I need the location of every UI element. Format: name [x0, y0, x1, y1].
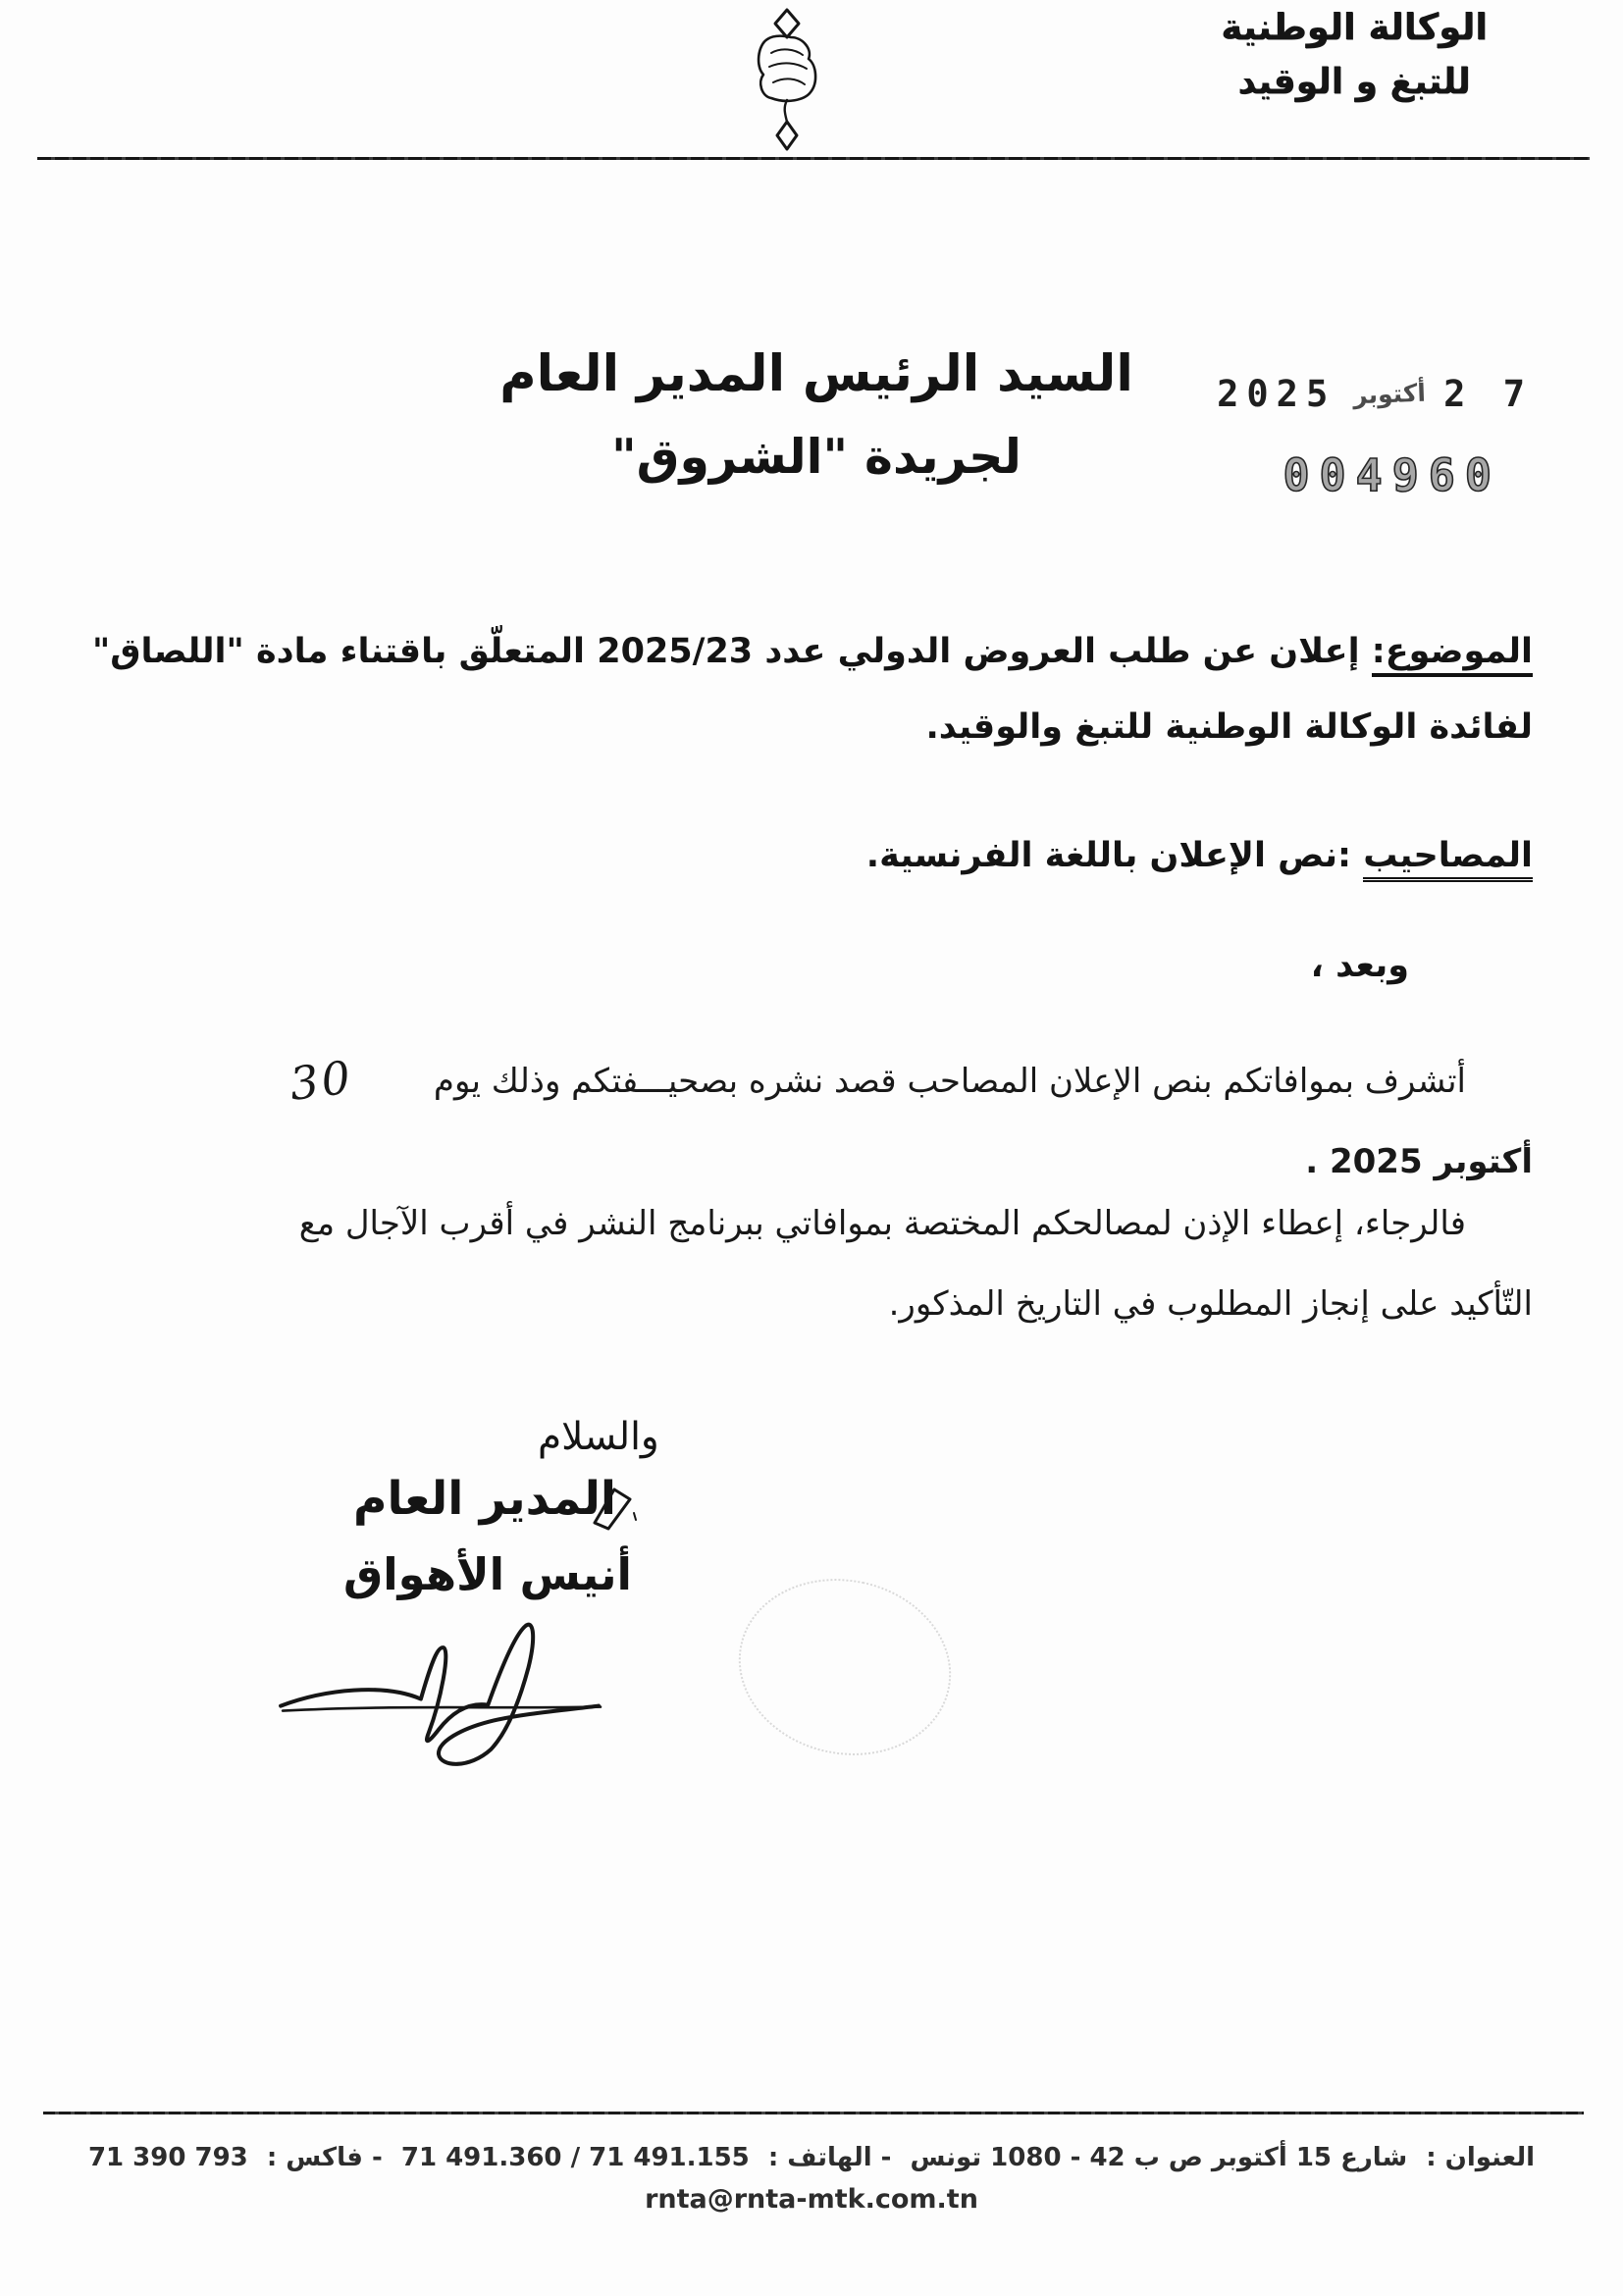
- agency-emblem-icon: [738, 6, 836, 153]
- paraph-mark-icon: [585, 1482, 642, 1539]
- subject-paragraph: [90, 614, 1533, 765]
- subject-line2: لفائدة الوكالة الوطنية للتبغ والوقيد.: [925, 707, 1533, 747]
- agency-name-line2: للتبغ و الوقيد: [1237, 62, 1471, 102]
- date-stamp-day: 2 7: [1443, 373, 1533, 415]
- footer-fax-number: 71 390 793: [87, 2143, 248, 2172]
- recipient-block: [321, 345, 1312, 485]
- date-stamp-year: 2025: [1217, 373, 1336, 415]
- body-paragraph-1: [90, 1036, 1533, 1202]
- recipient-line1: السيد الرئيس المدير العام: [499, 345, 1133, 403]
- footer-contact-line: [39, 2143, 1584, 2172]
- closing-title: المدير العام: [353, 1472, 617, 1526]
- footer-address-label: العنوان :: [1426, 2143, 1536, 2172]
- subject-line1: إعلان عن طلب العروض الدولي عدد 2025/23 المتعلّق باقتناء مادة "اللصاق": [91, 632, 1372, 671]
- agency-name-line1: الوكالة الوطنية: [1221, 6, 1488, 48]
- faint-round-stamp: [722, 1559, 968, 1774]
- body-para2-line2: التّأكيد على إنجاز المطلوب في التاريخ المذكور.: [888, 1284, 1533, 1324]
- handwritten-day: 30: [287, 1050, 357, 1111]
- attachments-line: [866, 836, 1533, 875]
- attachments-text: :نص الإعلان باللغة الفرنسية.: [865, 836, 1364, 875]
- body-para1-line1: أتشرف بموافاتكم بنص الإعلان المصاحب قصد نشره بصحيـــفتكم وذلك يوم: [433, 1062, 1466, 1101]
- closing-farewell: والسلام: [538, 1415, 659, 1459]
- reference-number-stamp: 004960: [1283, 449, 1501, 501]
- footer-phone-numbers: 71 491.360 / 71 491.155: [400, 2143, 750, 2172]
- handwritten-signature: [271, 1609, 606, 1774]
- footer-fax-label: - فاكس :: [266, 2143, 383, 2172]
- footer-email: rnta@rnta-mtk.com.tn: [645, 2184, 978, 2215]
- body-paragraph-2: [90, 1183, 1533, 1344]
- attachments-label: المصاحيب: [1363, 836, 1533, 882]
- body-para1-line2: أكتوبر 2025 .: [1305, 1142, 1533, 1181]
- footer-address: شارع 15 أكتوبر ص ب 42 - 1080 تونس: [910, 2143, 1408, 2172]
- salutation: وبعد ،: [1310, 946, 1409, 985]
- agency-name: [1187, 6, 1521, 102]
- header-divider: [37, 157, 1590, 160]
- closing-signatory-name: أنيس الأهواق: [343, 1548, 632, 1600]
- date-stamp-month: أكتوبر: [1352, 378, 1427, 410]
- footer-divider: [43, 2112, 1584, 2114]
- body-para2-line1: فالرجاء، إعطاء الإذن لمصالحكم المختصة بموافاتي ببرنامج النشر في أقرب الآجال مع: [298, 1204, 1466, 1243]
- subject-label: الموضوع:: [1372, 632, 1533, 677]
- footer-phone-label: - الهاتف :: [767, 2143, 892, 2172]
- recipient-line2: لجريدة "الشروق": [611, 429, 1021, 485]
